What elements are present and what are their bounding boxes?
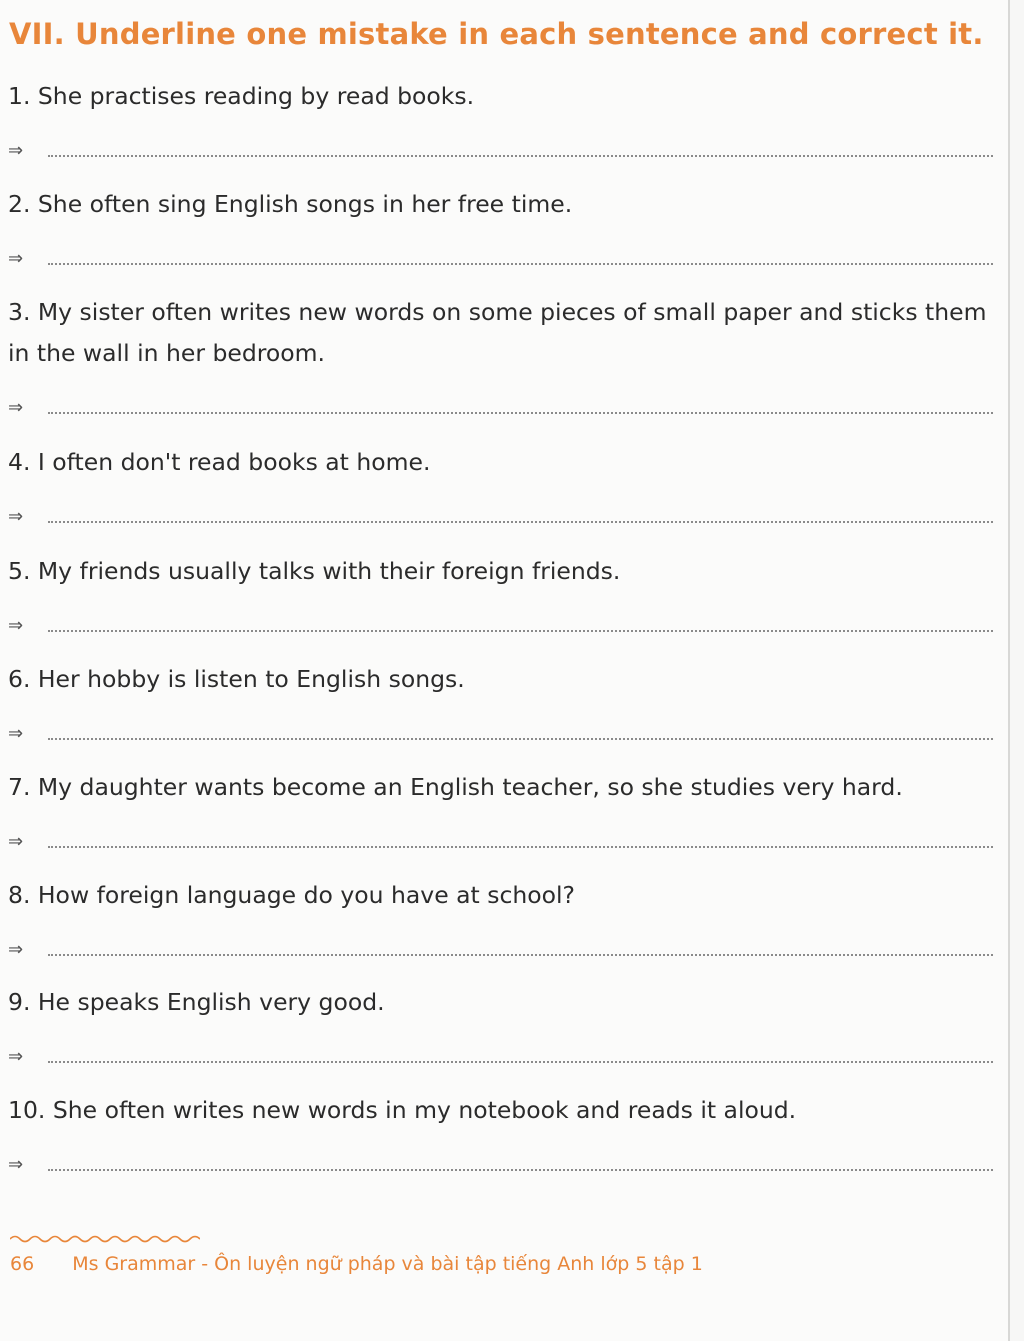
answer-line-2[interactable]	[8, 239, 993, 269]
arrow-icon: ⇒	[8, 615, 24, 636]
answer-line-4[interactable]	[8, 497, 993, 527]
arrow-icon: ⇒	[8, 140, 24, 161]
dotted-line	[48, 1169, 993, 1171]
arrow-icon: ⇒	[8, 1046, 24, 1067]
arrow-icon: ⇒	[8, 939, 24, 960]
exercise-heading: VII. Underline one mistake in each sentence and correct it.	[9, 17, 984, 51]
dotted-line	[48, 954, 993, 956]
dotted-line	[48, 846, 993, 848]
exercise-item-9	[8, 982, 993, 1067]
answer-line-1[interactable]	[8, 131, 993, 161]
page-number: 66	[10, 1253, 35, 1275]
dotted-line	[48, 263, 993, 265]
arrow-icon: ⇒	[8, 1154, 24, 1175]
sentence-4: 4. I often don't read books at home.	[8, 448, 431, 476]
arrow-icon: ⇒	[8, 723, 24, 744]
sentence-6: 6. Her hobby is listen to English songs.	[8, 665, 465, 693]
arrow-icon: ⇒	[8, 248, 24, 269]
sentence-3: 3. My sister often writes new words on some pieces of small paper and sticks them in the wall in her bedroom.	[8, 298, 987, 367]
exercise-item-10	[8, 1090, 993, 1175]
answer-line-10[interactable]	[8, 1145, 993, 1175]
sentence-2: 2. She often sing English songs in her free time.	[8, 190, 573, 218]
sentence-10: 10. She often writes new words in my notebook and reads it aloud.	[8, 1096, 797, 1124]
arrow-icon: ⇒	[8, 397, 24, 418]
exercise-item-1	[8, 76, 993, 161]
exercise-item-5	[8, 551, 993, 636]
decorative-wave	[10, 1233, 200, 1245]
answer-line-7[interactable]	[8, 822, 993, 852]
exercise-item-8	[8, 875, 993, 960]
exercise-item-7	[8, 767, 993, 852]
answer-line-3[interactable]	[8, 388, 993, 418]
dotted-line	[48, 1061, 993, 1063]
answer-line-8[interactable]	[8, 930, 993, 960]
sentence-9: 9. He speaks English very good.	[8, 988, 385, 1016]
exercise-item-3	[8, 292, 993, 418]
answer-line-6[interactable]	[8, 714, 993, 744]
exercise-item-6	[8, 659, 993, 744]
exercise-item-2	[8, 184, 993, 269]
dotted-line	[48, 412, 993, 414]
exercise-item-4	[8, 442, 993, 527]
arrow-icon: ⇒	[8, 506, 24, 527]
book-title: Ms Grammar - Ôn luyện ngữ pháp và bài tập tiếng Anh lớp 5 tập 1	[72, 1253, 703, 1275]
dotted-line	[48, 630, 993, 632]
answer-line-5[interactable]	[8, 606, 993, 636]
dotted-line	[48, 738, 993, 740]
arrow-icon: ⇒	[8, 831, 24, 852]
sentence-5: 5. My friends usually talks with their foreign friends.	[8, 557, 621, 585]
dotted-line	[48, 155, 993, 157]
dotted-line	[48, 521, 993, 523]
answer-line-9[interactable]	[8, 1037, 993, 1067]
sentence-1: 1. She practises reading by read books.	[8, 82, 475, 110]
page-footer	[10, 1253, 703, 1275]
sentence-7: 7. My daughter wants become an English teacher, so she studies very hard.	[8, 773, 903, 801]
sentence-8: 8. How foreign language do you have at school?	[8, 881, 576, 909]
